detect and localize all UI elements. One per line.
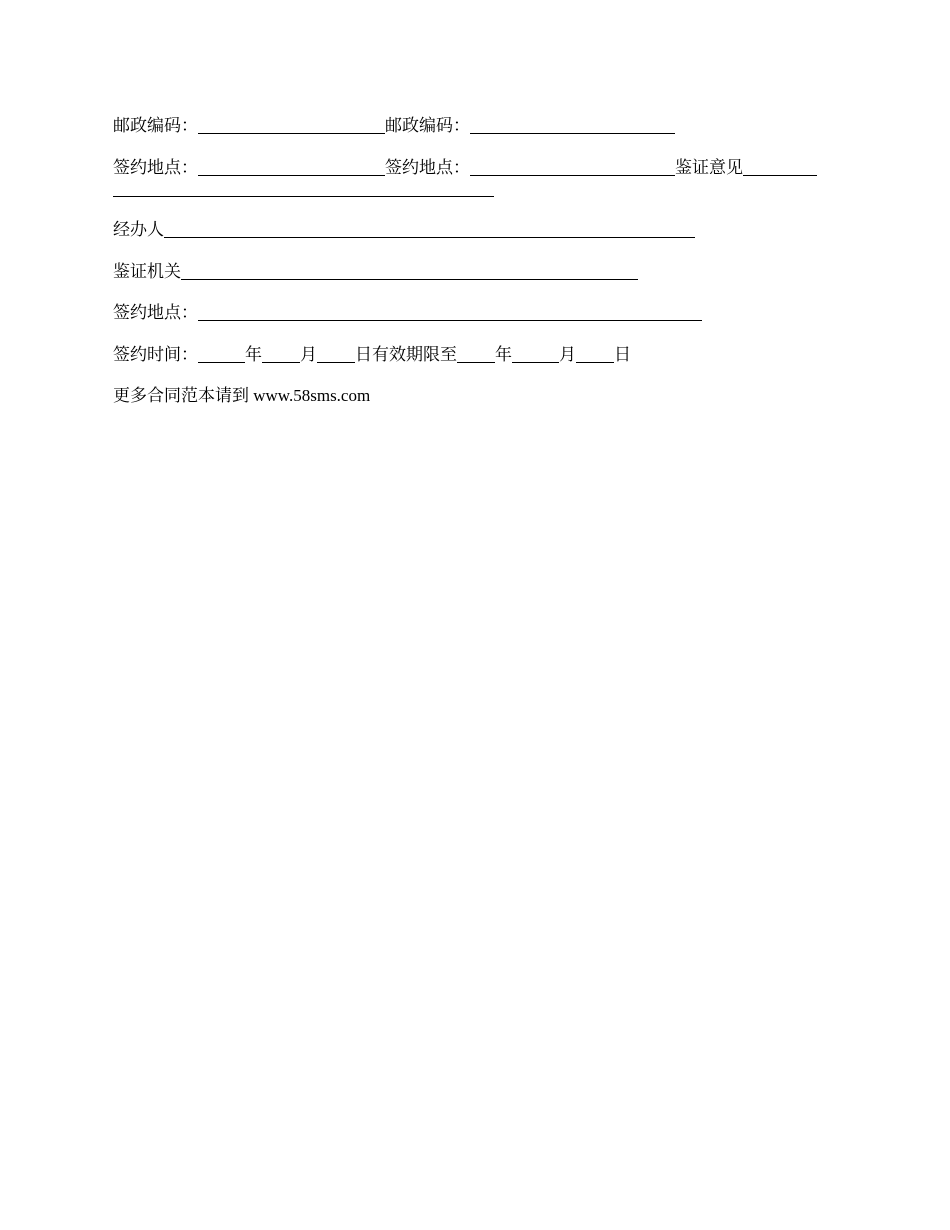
- month-label: 月: [300, 345, 317, 364]
- sign-place-label: 签约地点：: [113, 158, 198, 177]
- sign-place-blank-3[interactable]: [198, 303, 702, 321]
- sign-place-label-3: 签约地点：: [113, 303, 198, 322]
- postal-code-blank-2[interactable]: [470, 116, 675, 134]
- sign-date-row: [113, 344, 631, 366]
- valid-day-label: 日: [614, 345, 631, 364]
- sign-place-row: [113, 157, 817, 179]
- authority-blank[interactable]: [181, 262, 638, 280]
- sign-place-row-2: [113, 302, 702, 324]
- valid-day-blank[interactable]: [576, 345, 614, 363]
- sign-place-blank[interactable]: [198, 158, 385, 176]
- handler-label: 经办人: [113, 220, 164, 239]
- year-label: 年: [245, 345, 262, 364]
- valid-year-label: 年: [495, 345, 512, 364]
- authority-row: [113, 261, 638, 283]
- verification-opinion-blank-2[interactable]: [113, 179, 494, 197]
- verification-opinion-label: 鉴证意见: [675, 158, 743, 177]
- sign-place-label-2: 签约地点：: [385, 158, 470, 177]
- postal-code-label: 邮政编码：: [113, 116, 198, 135]
- authority-label: 鉴证机关: [113, 262, 181, 281]
- year-blank[interactable]: [198, 345, 245, 363]
- month-blank[interactable]: [262, 345, 300, 363]
- valid-until-label: 日有效期限至: [355, 345, 457, 364]
- postal-code-blank[interactable]: [198, 116, 385, 134]
- handler-blank[interactable]: [164, 220, 695, 238]
- verification-opinion-continuation: [113, 178, 494, 200]
- sign-place-blank-2[interactable]: [470, 158, 675, 176]
- postal-code-row: [113, 115, 675, 137]
- sign-date-label: 签约时间：: [113, 345, 198, 364]
- day-blank[interactable]: [317, 345, 355, 363]
- valid-month-blank[interactable]: [512, 345, 559, 363]
- valid-month-label: 月: [559, 345, 576, 364]
- footer-text: 更多合同范本请到 www.58sms.com: [113, 386, 371, 405]
- handler-row: [113, 219, 695, 241]
- valid-year-blank[interactable]: [457, 345, 495, 363]
- postal-code-label-2: 邮政编码：: [385, 116, 470, 135]
- verification-opinion-blank[interactable]: [743, 158, 817, 176]
